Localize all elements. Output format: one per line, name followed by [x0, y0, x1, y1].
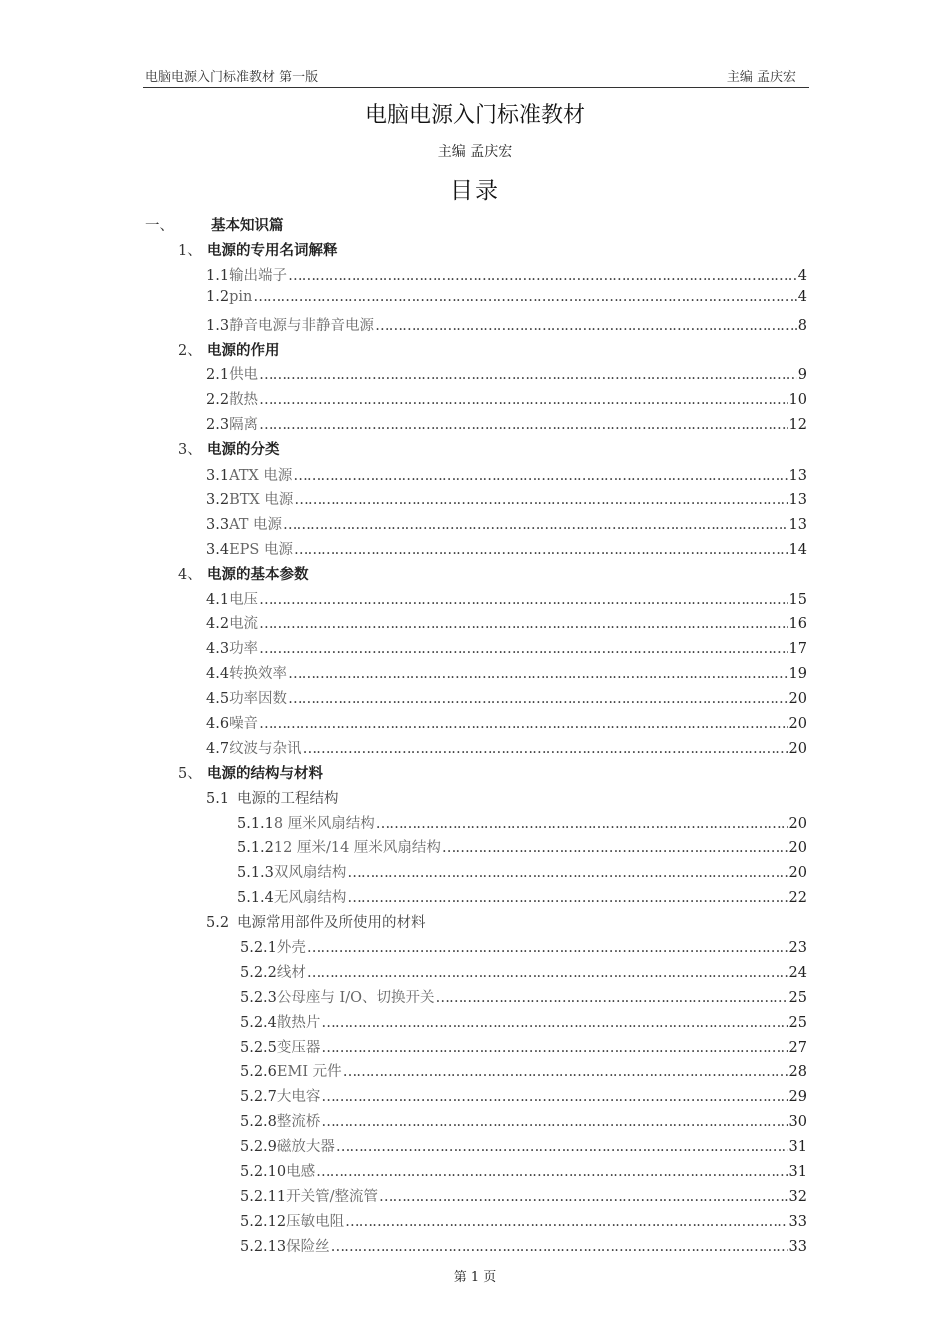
toc-entry-page: 27 [788, 1040, 807, 1056]
toc-entry[interactable] [178, 563, 309, 583]
toc-entry[interactable] [206, 464, 807, 484]
toc-entry-number: 5.2.10 [240, 1164, 287, 1180]
toc-entry[interactable] [206, 787, 339, 807]
toc-leader-dots [343, 1064, 788, 1080]
toc-entry-page: 32 [788, 1189, 807, 1205]
toc-entry[interactable] [206, 314, 807, 334]
toc-entry-page: 20 [788, 691, 807, 707]
toc-entry-number: 3、 [178, 442, 202, 458]
toc-entry[interactable] [237, 836, 807, 856]
toc-entry[interactable] [240, 1011, 807, 1031]
toc-entry[interactable] [206, 289, 807, 309]
running-header-right: 主编 孟庆宏 [726, 70, 796, 85]
toc-entry-page: 8 [797, 318, 807, 334]
toc-entry-label: 变压器 [276, 1040, 321, 1056]
toc-entry-page: 20 [788, 816, 807, 832]
toc-entry[interactable] [240, 1060, 807, 1080]
toc-leader-dots [375, 318, 797, 334]
toc-entry-number: 4.7 [206, 741, 230, 757]
toc-entry-page: 12 [788, 417, 807, 433]
toc-leader-dots [259, 392, 787, 408]
toc-leader-dots [303, 741, 788, 757]
toc-entry-page: 13 [788, 517, 807, 533]
toc-entry-page: 17 [788, 641, 807, 657]
toc-leader-dots [259, 716, 787, 732]
toc-leader-dots [294, 542, 788, 558]
toc-entry-label: 电源的结构与材料 [207, 765, 323, 782]
toc-entry-page: 31 [788, 1164, 807, 1180]
toc-entry-page: 33 [788, 1239, 807, 1255]
toc-leader-dots [294, 492, 787, 508]
toc-entry-page: 29 [788, 1089, 807, 1105]
toc-entry[interactable] [240, 961, 807, 981]
toc-entry-label: ATX 电源 [229, 468, 293, 484]
toc-entry-label: 输出端子 [229, 268, 288, 284]
toc-entry-number: 4.3 [206, 641, 230, 657]
toc-entry[interactable] [240, 936, 807, 956]
toc-leader-dots [345, 1214, 787, 1230]
editor-line: 主编 孟庆宏 [437, 144, 513, 160]
toc-leader-dots [347, 865, 787, 881]
toc-entry-number: 5.1.3 [237, 865, 274, 881]
toc-leader-dots [442, 840, 788, 856]
toc-entry-label: 电源的分类 [207, 441, 280, 458]
toc-entry[interactable] [240, 1135, 807, 1155]
toc-entry[interactable] [178, 762, 323, 782]
toc-entry-number: 1.2 [206, 289, 230, 305]
toc-entry[interactable] [240, 1085, 807, 1105]
toc-entry[interactable] [145, 214, 284, 234]
toc-leader-dots [336, 1139, 788, 1155]
toc-leader-dots [259, 592, 787, 608]
toc-leader-dots [376, 816, 788, 832]
toc-entry-number: 5.2.8 [240, 1114, 277, 1130]
toc-entry-label: 纹波与杂讯 [229, 741, 302, 757]
toc-entry-number: 5.2.11 [240, 1189, 287, 1205]
toc-entry-page: 23 [788, 940, 807, 956]
toc-entry-label: 电压 [229, 592, 259, 608]
toc-entry-number: 5.2.12 [240, 1214, 287, 1230]
toc-entry-number: 5.2 [206, 915, 230, 931]
toc-entry-label: 电源的工程结构 [237, 791, 339, 807]
toc-entry[interactable] [240, 1185, 807, 1205]
toc-entry[interactable] [240, 1235, 807, 1255]
toc-entry-label: 双风扇结构 [273, 865, 347, 881]
toc-entry[interactable] [240, 1160, 807, 1180]
toc-entry[interactable] [206, 637, 807, 657]
toc-entry[interactable] [206, 737, 807, 757]
document-title: 电脑电源入门标准教材 [364, 103, 585, 128]
toc-entry-number: 4.6 [206, 716, 230, 732]
toc-leader-dots [283, 517, 788, 533]
toc-entry[interactable] [206, 538, 807, 558]
toc-entry[interactable] [178, 339, 280, 359]
toc-entry-number: 5.1 [206, 791, 230, 807]
toc-entry[interactable] [240, 986, 807, 1006]
toc-entry-label: 大电容 [276, 1089, 321, 1105]
toc-entry-label: 外壳 [276, 940, 306, 956]
page-number: 第 1 页 [453, 1270, 497, 1285]
toc-entry[interactable] [178, 438, 280, 458]
toc-entry-number: 4.2 [206, 616, 230, 632]
toc-entry-label: 电源的专用名词解释 [207, 242, 338, 259]
toc-entry-page: 10 [788, 392, 807, 408]
toc-leader-dots [259, 417, 787, 433]
toc-entry[interactable] [206, 588, 807, 608]
toc-entry[interactable] [206, 363, 807, 383]
toc-entry-label: 隔离 [229, 417, 259, 433]
toc-entry[interactable] [237, 812, 807, 832]
toc-entry[interactable] [206, 513, 807, 533]
toc-entry-number: 1.3 [206, 318, 230, 334]
toc-entry-label: 线材 [276, 965, 306, 981]
toc-entry-page: 25 [788, 990, 807, 1006]
toc-entry-label: 电源常用部件及所使用的材料 [237, 915, 426, 931]
toc-entry-number: 2、 [178, 343, 202, 359]
toc-entry-label: 公母座与 I/O、切换开关 [276, 990, 435, 1006]
toc-entry-number: 1、 [178, 243, 202, 259]
toc-entry-label: EMI 元件 [276, 1064, 342, 1080]
toc-leader-dots [316, 1164, 787, 1180]
toc-leader-dots [321, 1015, 787, 1031]
toc-entry-number: 4.5 [206, 691, 230, 707]
toc-leader-dots [253, 289, 796, 305]
toc-leader-dots [259, 616, 787, 632]
toc-entry-label: 电流 [229, 616, 259, 632]
toc-leader-dots [288, 666, 787, 682]
toc-entry-number: 5.1.1 [237, 816, 274, 832]
toc-entry-number: 5.1.4 [237, 890, 274, 906]
toc-entry-page: 13 [788, 492, 807, 508]
toc-entry-page: 31 [788, 1139, 807, 1155]
running-header-left: 电脑电源入门标准教材 第一版 [145, 70, 319, 85]
toc-entry-number: 5.2.2 [240, 965, 277, 981]
toc-entry-number: 5.2.5 [240, 1040, 277, 1056]
toc-entry-label: 开关管/整流管 [286, 1189, 379, 1205]
toc-entry-number: 5.2.3 [240, 990, 277, 1006]
toc-entry-page: 25 [788, 1015, 807, 1031]
toc-entry[interactable] [206, 413, 807, 433]
toc-entry[interactable] [240, 1110, 807, 1130]
toc-entry[interactable] [240, 1036, 807, 1056]
toc-entry-label: 功率因数 [229, 691, 288, 707]
toc-entry-page: 20 [788, 716, 807, 732]
toc-entry-number: 4.1 [206, 592, 230, 608]
toc-entry-page: 19 [788, 666, 807, 682]
toc-entry-number: 3.3 [206, 517, 230, 533]
toc-entry-page: 13 [788, 468, 807, 484]
toc-entry-page: 9 [797, 367, 807, 383]
toc-entry-label: pin [229, 289, 253, 305]
toc-entry-page: 4 [797, 268, 807, 284]
toc-entry[interactable] [206, 264, 807, 284]
toc-entry-page: 20 [788, 865, 807, 881]
toc-leader-dots [321, 1040, 787, 1056]
toc-entry[interactable] [206, 911, 426, 931]
toc-entry-page: 20 [788, 840, 807, 856]
toc-entry-number: 5.2.7 [240, 1089, 277, 1105]
toc-entry-label: 电源的基本参数 [207, 566, 309, 583]
toc-entry-number: 5、 [178, 766, 202, 782]
toc-entry[interactable] [240, 1210, 807, 1230]
toc-entry-page: 20 [788, 741, 807, 757]
toc-entry-page: 22 [788, 890, 807, 906]
toc-entry-page: 33 [788, 1214, 807, 1230]
toc-leader-dots [436, 990, 788, 1006]
toc-entry-label: 磁放大器 [276, 1139, 335, 1155]
toc-leader-dots [288, 691, 787, 707]
toc-entry-label: 噪音 [229, 716, 259, 732]
toc-entry-number: 3.2 [206, 492, 230, 508]
toc-entry-page: 4 [797, 289, 807, 305]
toc-entry-page: 14 [788, 542, 807, 558]
toc-entry-number: 1.1 [206, 268, 230, 284]
toc-entry-number: 5.2.9 [240, 1139, 277, 1155]
toc-entry-page: 24 [788, 965, 807, 981]
toc-entry[interactable] [178, 239, 338, 259]
toc-entry[interactable] [206, 662, 807, 682]
toc-entry-page: 30 [788, 1114, 807, 1130]
toc-entry-label: BTX 电源 [229, 492, 294, 508]
toc-leader-dots [259, 367, 797, 383]
toc-entry-number: 一、 [145, 218, 174, 234]
toc-entry-number: 2.2 [206, 392, 230, 408]
toc-entry-label: 压敏电阻 [286, 1214, 345, 1230]
toc-entry[interactable] [206, 488, 807, 508]
toc-leader-dots [331, 1239, 788, 1255]
toc-entry-number: 4、 [178, 567, 202, 583]
toc-entry-page: 15 [788, 592, 807, 608]
toc-entry[interactable] [206, 687, 807, 707]
toc-entry-label: 散热片 [276, 1015, 321, 1031]
toc-entry-label: 无风扇结构 [273, 890, 347, 906]
toc-leader-dots [288, 268, 797, 284]
toc-entry-number: 5.2.6 [240, 1064, 277, 1080]
toc-entry-number: 5.2.4 [240, 1015, 277, 1031]
toc-entry-label: AT 电源 [229, 517, 283, 533]
toc-entry-label: 功率 [229, 641, 259, 657]
toc-entry[interactable] [206, 712, 807, 732]
toc-entry-label: 散热 [229, 392, 259, 408]
toc-entry-label: 静音电源与非静音电源 [229, 318, 375, 334]
toc-entry-label: 基本知识篇 [211, 217, 284, 234]
toc-entry[interactable] [237, 886, 807, 906]
toc-entry-number: 4.4 [206, 666, 230, 682]
toc-leader-dots [307, 965, 788, 981]
toc-entry-number: 5.2.13 [240, 1239, 287, 1255]
toc-entry-label: 电感 [286, 1164, 316, 1180]
toc-leader-dots [321, 1114, 787, 1130]
toc-entry-number: 3.4 [206, 542, 230, 558]
toc-leader-dots [307, 940, 788, 956]
toc-entry-label: 保险丝 [286, 1239, 330, 1255]
toc-leader-dots [321, 1089, 787, 1105]
toc-leader-dots [379, 1189, 788, 1205]
toc-leader-dots [259, 641, 787, 657]
toc-entry-number: 3.1 [206, 468, 230, 484]
toc-entry-number: 5.1.2 [237, 840, 274, 856]
toc-entry[interactable] [206, 388, 807, 408]
toc-entry-number: 5.2.1 [240, 940, 277, 956]
toc-entry-number: 2.3 [206, 417, 230, 433]
toc-entry-label: 8 厘米风扇结构 [273, 816, 375, 832]
toc-entry-page: 28 [788, 1064, 807, 1080]
toc-entry-number: 2.1 [206, 367, 230, 383]
toc-entry-label: EPS 电源 [229, 542, 293, 558]
toc-entry-page: 16 [788, 616, 807, 632]
toc-entry-label: 供电 [229, 367, 259, 383]
toc-heading: 目录 [450, 178, 500, 204]
toc-entry-label: 整流桥 [276, 1114, 321, 1130]
toc-entry[interactable] [206, 612, 807, 632]
toc-leader-dots [347, 890, 787, 906]
toc-entry-label: 转换效率 [229, 666, 288, 682]
toc-leader-dots [293, 468, 787, 484]
toc-entry-label: 电源的作用 [207, 342, 280, 359]
toc-entry[interactable] [237, 861, 807, 881]
toc-entry-label: 12 厘米/14 厘米风扇结构 [273, 840, 441, 856]
